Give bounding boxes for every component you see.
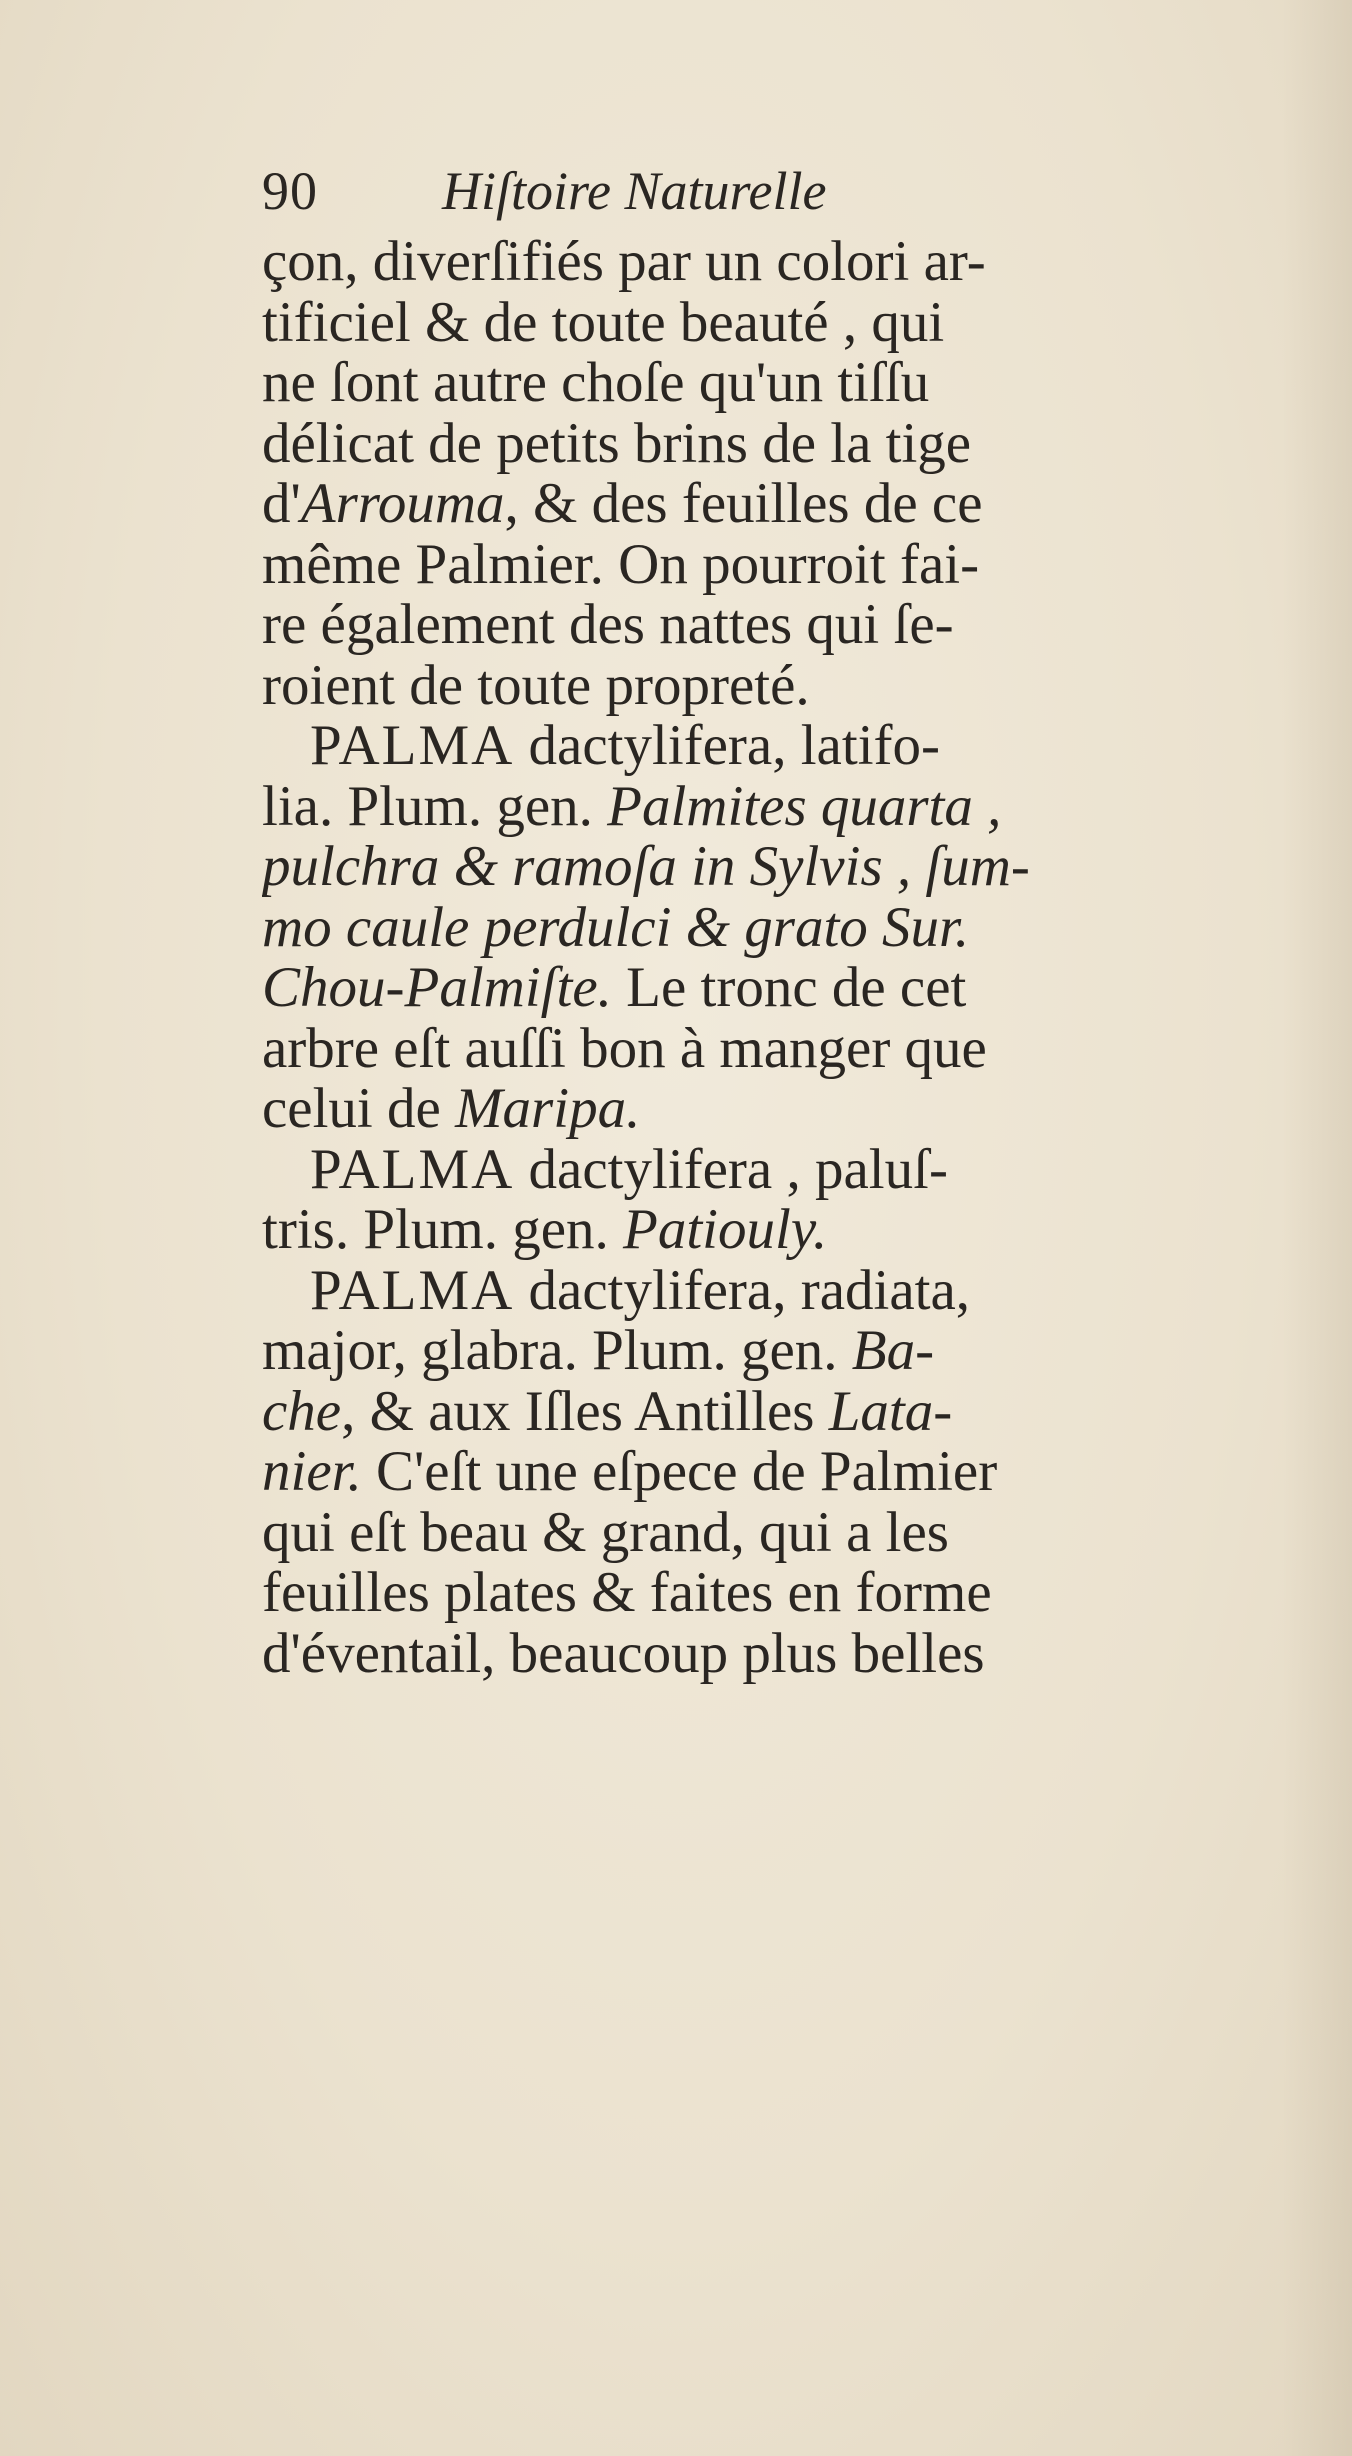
text-line-3: ne ſont autre choſe qu'un tiſſu	[262, 353, 930, 414]
text-line-17: tris. Plum. gen. Patiouly.	[262, 1200, 828, 1261]
text-line-19: major, glabra. Plum. gen. Ba-	[262, 1321, 935, 1382]
page-number: 90	[262, 161, 318, 221]
text-line-1: çon, diverſifiés par un colori ar-	[262, 232, 986, 293]
text-line-10: lia. Plum. gen. Palmites quarta ,	[262, 776, 1002, 837]
text-line-5: d'Arrouma, & des feuilles de ce	[262, 474, 983, 535]
text-line-18: PALMA dactylifera, radiata,	[310, 1260, 971, 1321]
text-line-14: arbre eſt auſſi bon à manger que	[262, 1018, 987, 1079]
text-line-7: re également des nattes qui ſe-	[262, 595, 954, 656]
running-title: Hiſtoire Naturelle	[442, 161, 827, 221]
page-header	[262, 156, 1262, 226]
text-line-6: même Palmier. On pourroit fai-	[262, 534, 980, 595]
text-line-4: délicat de petits brins de la tige	[262, 413, 972, 474]
text-line-24: d'éventail, beaucoup plus belles	[262, 1623, 985, 1684]
text-line-20: che, & aux Iſles Antilles Lata-	[262, 1381, 953, 1442]
text-line-2: tificiel & de toute beauté , qui	[262, 292, 945, 353]
text-line-8: roient de toute propreté.	[262, 655, 810, 716]
text-line-13: Chou-Palmiſte. Le tronc de cet	[262, 958, 967, 1019]
text-line-12: mo caule perdulci & grato Sur.	[262, 897, 970, 958]
text-line-11: pulchra & ramoſa in Sylvis , ſum-	[262, 837, 1030, 898]
text-line-15: celui de Maripa.	[262, 1079, 641, 1140]
text-line-9: PALMA dactylifera, latifo-	[310, 716, 940, 777]
text-line-16: PALMA dactylifera , paluſ-	[310, 1139, 948, 1200]
text-line-23: feuilles plates & faites en forme	[262, 1563, 992, 1624]
text-line-22: qui eſt beau & grand, qui a les	[262, 1502, 949, 1563]
body-text	[262, 232, 1272, 1684]
page-edge-shadow	[1282, 0, 1352, 2456]
text-line-21: nier. C'eſt une eſpece de Palmier	[262, 1442, 998, 1503]
